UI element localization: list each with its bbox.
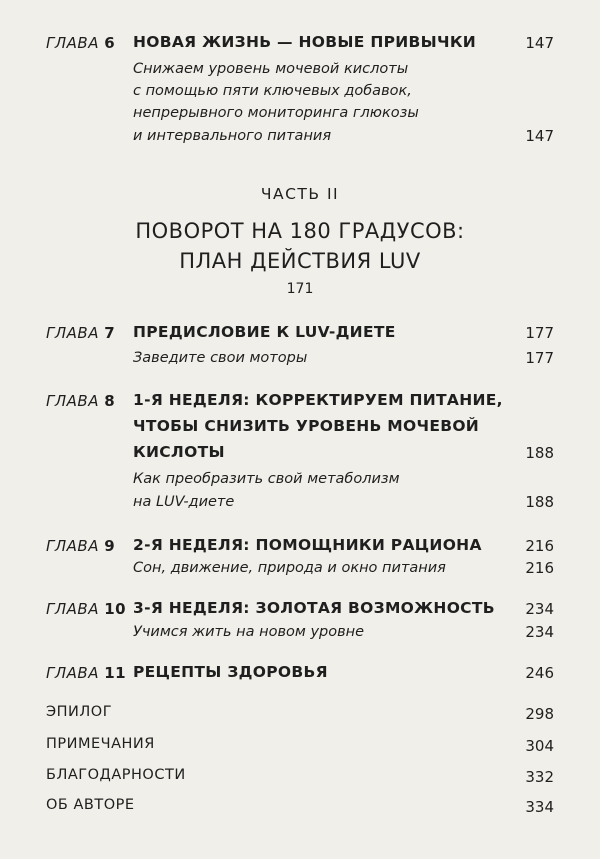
subtitle-page-number: 216 <box>525 559 554 577</box>
subtitle-page-number: 188 <box>525 493 554 511</box>
chapter-subtitle-line: непрерывного мониторинга глюкозы <box>133 105 419 121</box>
page-number: 298 <box>525 705 554 723</box>
chapter-title-line: КИСЛОТЫ <box>133 443 225 461</box>
chapter-title: РЕЦЕПТЫ ЗДОРОВЬЯ <box>133 663 328 681</box>
entry-title: ПРИМЕЧАНИЯ <box>46 736 155 752</box>
chapter-label: ГЛАВА 11 <box>46 664 127 682</box>
chapter-subtitle-line: с помощью пяти ключевых добавок, <box>133 83 412 99</box>
chapter-title: ПРЕДИСЛОВИЕ К LUV-ДИЕТЕ <box>133 323 396 341</box>
chapter-subtitle-line: Сон, движение, природа и окно питания <box>133 560 446 576</box>
subtitle-page-number: 234 <box>525 623 554 641</box>
chapter-title: 2-Я НЕДЕЛЯ: ПОМОЩНИКИ РАЦИОНА <box>133 536 482 554</box>
page-number: 188 <box>525 444 554 462</box>
chapter-title-line: ЧТОБЫ СНИЗИТЬ УРОВЕНЬ МОЧЕВОЙ <box>133 417 480 435</box>
chapter-label: ГЛАВА 9 <box>46 537 116 555</box>
page-number: 334 <box>525 798 554 816</box>
subtitle-page-number: 147 <box>525 127 554 145</box>
chapter-title: НОВАЯ ЖИЗНЬ — НОВЫЕ ПРИВЫЧКИ <box>133 33 477 51</box>
chapter-subtitle-line: Как преобразить свой метаболизм <box>133 471 400 487</box>
chapter-label: ГЛАВА 6 <box>46 34 116 52</box>
chapter-subtitle-line: Снижаем уровень мочевой кислоты <box>133 61 409 77</box>
part-title-line: ПОВОРОТ НА 180 ГРАДУСОВ: <box>135 219 465 243</box>
chapter-subtitle-line: и интервального питания <box>133 128 332 144</box>
chapter-subtitle-line: на LUV-диете <box>133 494 235 510</box>
page-number: 246 <box>525 664 554 682</box>
chapter-subtitle-line: Заведите свои моторы <box>133 350 308 366</box>
page-number: 304 <box>525 737 554 755</box>
chapter-subtitle-line: Учимся жить на новом уровне <box>133 624 365 640</box>
chapter-title-line: 1-Я НЕДЕЛЯ: КОРРЕКТИРУЕМ ПИТАНИЕ, <box>133 391 503 409</box>
part-title-line: ПЛАН ДЕЙСТВИЯ LUV <box>179 249 421 273</box>
entry-title: БЛАГОДАРНОСТИ <box>46 767 186 783</box>
subtitle-page-number: 177 <box>525 349 554 367</box>
chapter-label: ГЛАВА 8 <box>46 392 116 410</box>
page-number: 147 <box>525 34 554 52</box>
chapter-label: ГЛАВА 10 <box>46 600 127 618</box>
page-number: 332 <box>525 768 554 786</box>
page-number: 177 <box>525 324 554 342</box>
entry-title: ЭПИЛОГ <box>46 704 113 720</box>
page-number: 216 <box>525 537 554 555</box>
part-page-number: 171 <box>286 281 314 297</box>
chapter-title: 3-Я НЕДЕЛЯ: ЗОЛОТАЯ ВОЗМОЖНОСТЬ <box>133 599 495 617</box>
chapter-label: ГЛАВА 7 <box>46 324 116 342</box>
entry-title: ОБ АВТОРЕ <box>46 797 135 813</box>
part-label: ЧАСТЬ II <box>260 185 340 203</box>
page-number: 234 <box>525 600 554 618</box>
